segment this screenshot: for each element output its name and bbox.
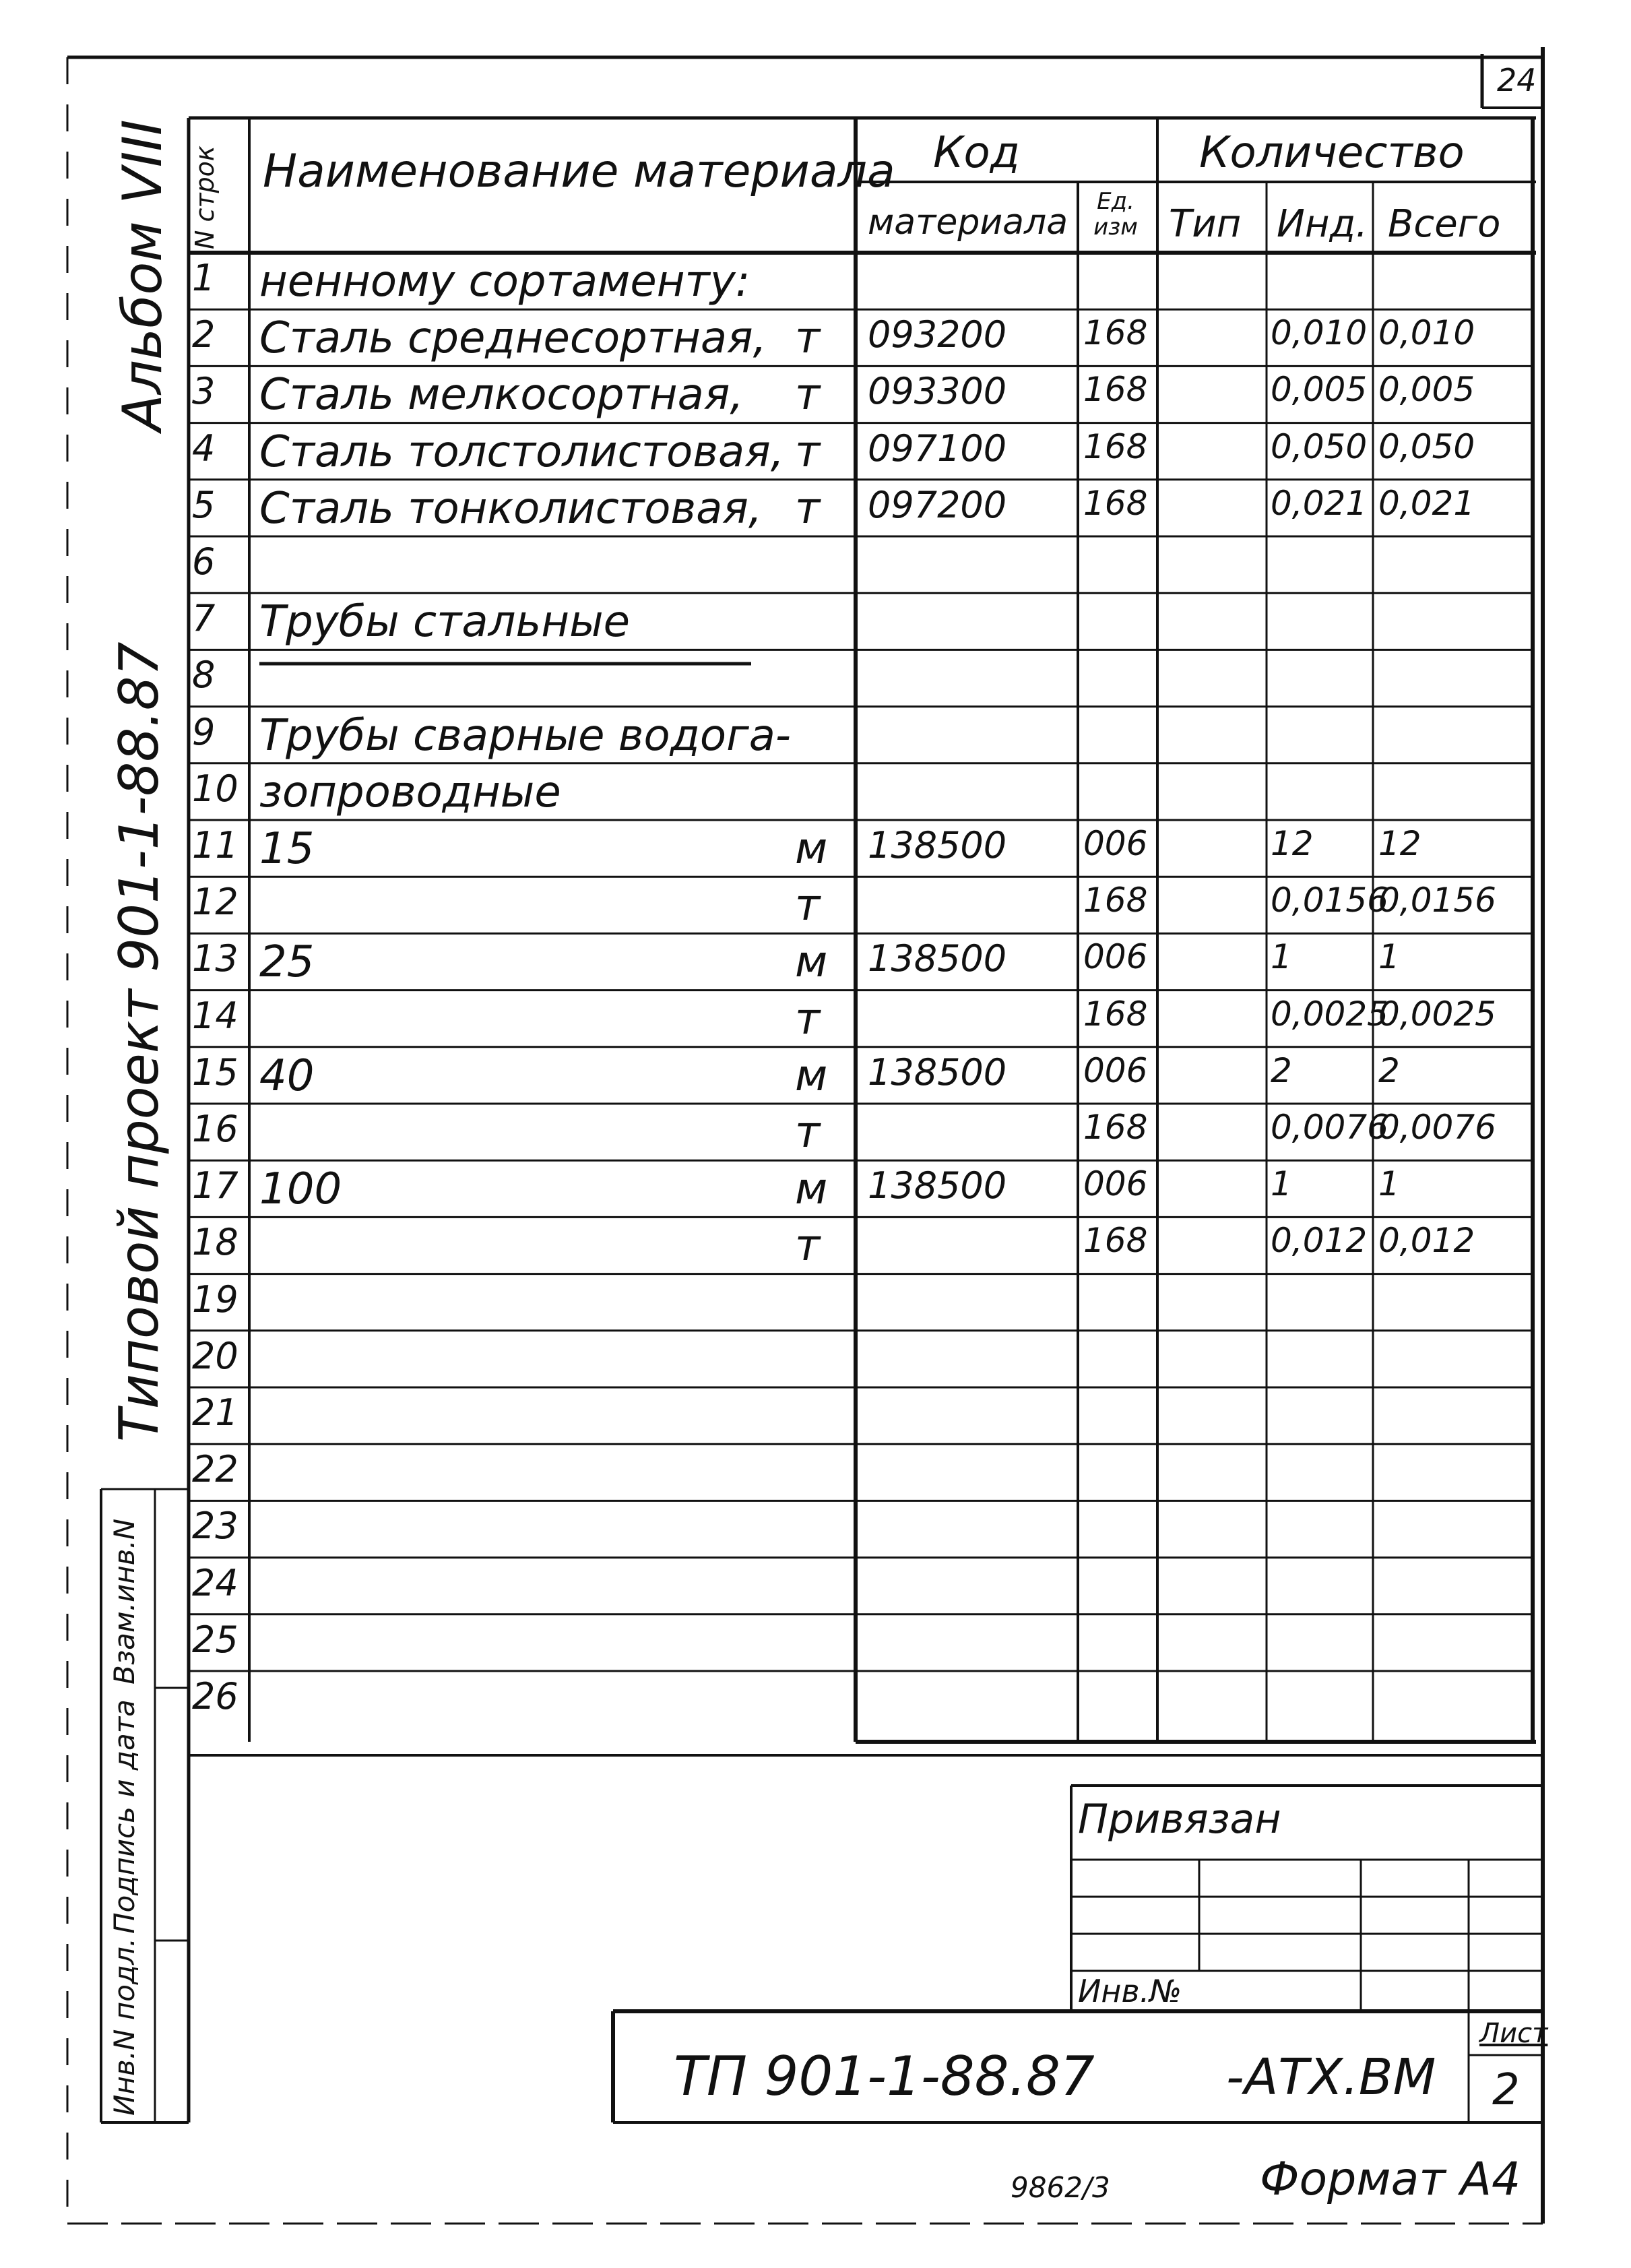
- cell-n: 5: [192, 483, 216, 526]
- cell-n: 23: [192, 1505, 238, 1548]
- cell-ind: 1: [1271, 937, 1292, 977]
- cell-name: 25: [259, 937, 315, 988]
- cell-code: 138500: [868, 1050, 1007, 1094]
- cell-unit: 168: [1083, 881, 1148, 920]
- cell-name: Сталь мелкосортная,: [259, 370, 744, 420]
- order-number: 9862/3: [1011, 2171, 1110, 2204]
- cell-ind: 0,012: [1271, 1221, 1368, 1261]
- cell-u: т: [795, 427, 821, 477]
- stamp-signature-label: Подпись и дата: [108, 1699, 141, 1934]
- document-code: ТП 901-1-88.87: [674, 2045, 1095, 2108]
- cell-n: 21: [192, 1391, 238, 1434]
- cell-n: 13: [192, 937, 238, 980]
- cell-ind: 0,021: [1271, 483, 1368, 523]
- header-row-no: N строк: [190, 146, 220, 249]
- cell-u: т: [795, 313, 821, 364]
- project-label: Типовой проект 901-1-88.87: [108, 641, 170, 1442]
- cell-name: Сталь толстолистовая,: [259, 427, 785, 477]
- cell-total: 0,0025: [1378, 994, 1496, 1034]
- cell-n: 12: [192, 881, 238, 924]
- cell-u: т: [795, 1221, 821, 1271]
- cell-u: м: [795, 824, 828, 874]
- cell-total: 0,010: [1378, 313, 1475, 353]
- cell-n: 8: [192, 654, 216, 697]
- sheet-label: Лист: [1479, 2018, 1548, 2049]
- document-mark: -АТХ.ВМ: [1226, 2048, 1436, 2106]
- cell-total: 0,0076: [1378, 1108, 1496, 1147]
- cell-u: т: [795, 881, 821, 931]
- cell-unit: 006: [1083, 824, 1148, 863]
- cell-total: 0,021: [1378, 483, 1475, 523]
- cell-name: Сталь среднесортная,: [259, 313, 767, 364]
- cell-name: 100: [259, 1164, 342, 1215]
- cell-code: 097200: [868, 483, 1007, 526]
- cell-u: м: [795, 937, 828, 988]
- cell-name: 40: [259, 1050, 315, 1101]
- cell-ind: 12: [1271, 824, 1314, 863]
- cell-n: 1: [192, 257, 216, 299]
- cell-n: 20: [192, 1334, 238, 1377]
- cell-n: 6: [192, 540, 216, 583]
- cell-total: 1: [1378, 937, 1400, 977]
- cell-total: 0,0156: [1378, 881, 1496, 920]
- cell-u: т: [795, 1108, 821, 1158]
- cell-n: 19: [192, 1278, 238, 1321]
- cell-unit: 168: [1083, 994, 1148, 1034]
- cell-unit: 168: [1083, 427, 1148, 466]
- cell-n: 10: [192, 767, 238, 810]
- cell-n: 4: [192, 427, 216, 470]
- cell-unit: 168: [1083, 1221, 1148, 1261]
- cell-n: 9: [192, 710, 216, 753]
- album-label: Альбом VIII: [111, 119, 174, 431]
- cell-unit: 006: [1083, 1164, 1148, 1204]
- cell-n: 15: [192, 1050, 238, 1094]
- sheet-number: 2: [1492, 2065, 1520, 2115]
- stamp-replace-label: Взам.инв.N: [108, 1518, 141, 1684]
- cell-ind: 0,005: [1271, 370, 1368, 410]
- cell-ind: 0,050: [1271, 427, 1368, 466]
- cell-n: 16: [192, 1108, 238, 1150]
- cell-ind: 2: [1271, 1050, 1292, 1090]
- cell-code: 093200: [868, 313, 1007, 356]
- cell-total: 0,005: [1378, 370, 1475, 410]
- sheet-corner-number: 24: [1497, 62, 1537, 98]
- cell-ind: 0,0156: [1271, 881, 1388, 920]
- cell-u: т: [795, 994, 821, 1044]
- cell-n: 14: [192, 994, 238, 1037]
- format-label: Формат А4: [1260, 2153, 1521, 2206]
- cell-total: 0,012: [1378, 1221, 1475, 1261]
- header-qty-group: Количество: [1199, 128, 1465, 178]
- cell-n: 22: [192, 1448, 238, 1491]
- cell-name: зопроводные: [259, 767, 561, 817]
- cell-total: 0,050: [1378, 427, 1475, 466]
- cell-n: 24: [192, 1561, 238, 1604]
- cell-unit: 168: [1083, 1108, 1148, 1147]
- header-unit: Ед. изм: [1093, 188, 1138, 241]
- cell-name: Трубы сварные водога-: [259, 710, 791, 761]
- cell-unit: 006: [1083, 937, 1148, 977]
- stamp-bound-label: Привязан: [1078, 1796, 1281, 1843]
- cell-n: 18: [192, 1221, 238, 1264]
- cell-name: Сталь тонколистовая,: [259, 483, 763, 534]
- header-type: Тип: [1169, 202, 1242, 246]
- cell-name: Трубы стальные: [259, 597, 630, 648]
- cell-code: 138500: [868, 1164, 1007, 1207]
- cell-code: 138500: [868, 937, 1007, 980]
- cell-code: 138500: [868, 824, 1007, 867]
- cell-n: 26: [192, 1675, 238, 1718]
- cell-unit: 168: [1083, 313, 1148, 353]
- cell-unit: 168: [1083, 370, 1148, 410]
- cell-code: 093300: [868, 370, 1007, 413]
- header-total: Всего: [1388, 202, 1501, 246]
- stamp-inv-no-label: Инв.№: [1078, 1973, 1182, 2009]
- cell-ind: 0,0076: [1271, 1108, 1388, 1147]
- cell-total: 1: [1378, 1164, 1400, 1204]
- cell-name: ненному сортаменту:: [259, 257, 750, 307]
- cell-ind: 1: [1271, 1164, 1292, 1204]
- cell-u: т: [795, 370, 821, 420]
- cell-n: 2: [192, 313, 216, 356]
- cell-u: м: [795, 1164, 828, 1215]
- header-name: Наименование материала: [263, 145, 895, 198]
- cell-u: м: [795, 1050, 828, 1101]
- cell-total: 2: [1378, 1050, 1400, 1090]
- cell-n: 3: [192, 370, 216, 413]
- cell-ind: 0,010: [1271, 313, 1368, 353]
- cell-name: 15: [259, 824, 315, 874]
- stamp-inv-label: Инв.N подл.: [108, 1937, 141, 2116]
- cell-n: 11: [192, 824, 238, 867]
- cell-ind: 0,0025: [1271, 994, 1388, 1034]
- cell-unit: 168: [1083, 483, 1148, 523]
- cell-unit: 006: [1083, 1050, 1148, 1090]
- cell-u: т: [795, 483, 821, 534]
- header-code: материала: [868, 202, 1068, 243]
- cell-code: 097100: [868, 427, 1007, 470]
- header-ind: Инд.: [1277, 202, 1368, 246]
- cell-n: 25: [192, 1618, 238, 1661]
- cell-total: 12: [1378, 824, 1421, 863]
- header-code-group: Код: [933, 128, 1020, 178]
- cell-n: 7: [192, 597, 216, 640]
- cell-n: 17: [192, 1164, 238, 1207]
